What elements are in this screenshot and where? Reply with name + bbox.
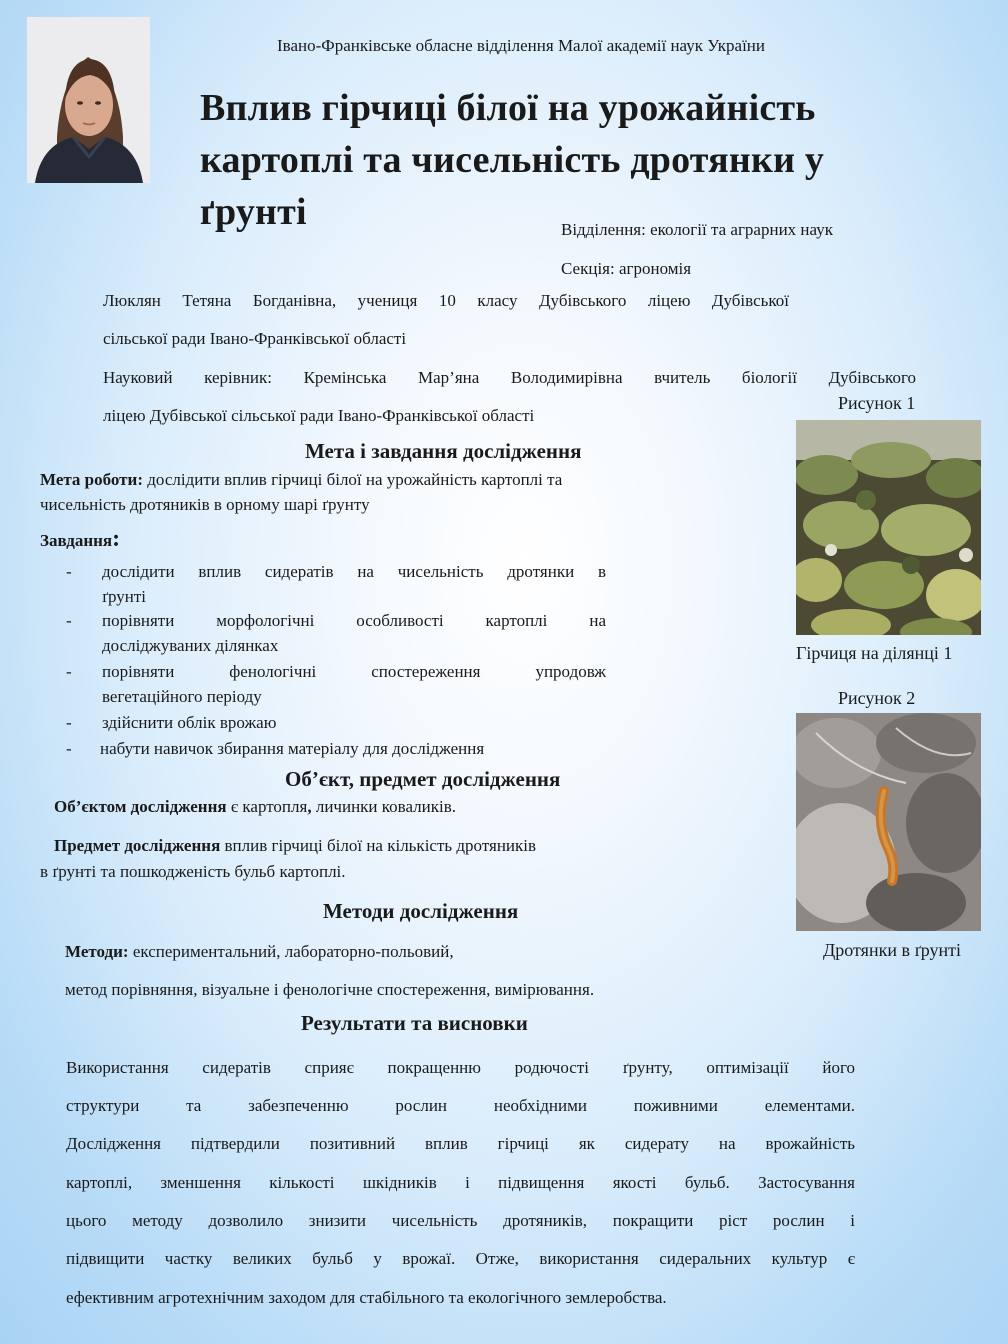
results-line: структури та забезпеченню рослин необхідними поживними елементами. — [66, 1096, 855, 1115]
results-line: ефективним агротехнічним заходом для стабільного та екологічного землеробства. — [66, 1288, 667, 1307]
title-line-3: ґрунті — [200, 191, 307, 233]
methods-line-1 — [65, 942, 454, 962]
department-label: Відділення: екології та аграрних наук — [561, 220, 833, 239]
object-heading: Об’єкт, предмет дослідження — [285, 767, 561, 791]
poster-title — [200, 82, 920, 238]
task-text: дослідити вплив сидератів на чисельність дротянки в — [102, 562, 606, 581]
aim-label: Мета роботи: — [40, 470, 143, 489]
task-text: порівняти фенологічні спостереження упродовж — [102, 662, 606, 681]
object-text: є картопля — [226, 797, 308, 816]
author-line-2: сільської ради Івано-Франківської області — [103, 329, 407, 348]
methods-line-2: метод порівняння, візуальне і фенологічне спостереження, вимірювання. — [65, 980, 595, 999]
subject-label: Предмет дослідження — [54, 836, 221, 855]
task-dash: - — [66, 611, 72, 630]
organization-name: Івано-Франківське обласне відділення Малої академії наук України — [277, 36, 766, 55]
title-line-2: картоплі та чисельність дротянки у — [200, 139, 825, 181]
wireworm-soil-image — [796, 713, 981, 931]
tasks-label-text: Завдання — [40, 531, 113, 550]
task-text: набути навичок збирання матеріалу для дослідження — [100, 739, 485, 758]
goals-heading: Мета і завдання дослідження — [305, 439, 582, 463]
author-photo — [27, 17, 150, 183]
object-comma: , — [307, 797, 312, 816]
author-portrait-image — [27, 17, 150, 183]
supervisor-line-1: Науковий керівник: Кремінська Мар’яна Володимирівна вчитель біології Дубівського — [103, 368, 916, 387]
aim-line-1 — [40, 470, 700, 490]
aim-line-2: чисельність дротяників в орному шарі ґрунту — [40, 495, 370, 514]
tasks-label — [40, 526, 120, 553]
task-text: порівняти морфологічні особливості картоплі на — [102, 611, 606, 630]
object-line — [54, 797, 456, 817]
task-dash: - — [66, 739, 72, 758]
task-text: здійснити облік врожаю — [102, 713, 277, 732]
title-line-1: Вплив гірчиці білої на урожайність — [200, 87, 816, 129]
subject-line-1 — [54, 836, 536, 856]
task-dash: - — [66, 713, 72, 732]
task-dash: - — [66, 662, 72, 681]
figure-2-image — [796, 713, 981, 931]
task-text-cont: вегетаційного періоду — [102, 687, 262, 706]
methods-text-1: експериментальний, лабораторно-польовий, — [128, 942, 454, 961]
tasks-label-colon: : — [112, 526, 121, 552]
subject-text-1: вплив гірчиці білої на кількість дротяників — [220, 836, 537, 855]
methods-label: Методи: — [65, 942, 129, 961]
subject-line-2: в ґрунті та пошкодженість бульб картоплі. — [40, 862, 346, 881]
task-text-cont: досліджуваних ділянках — [102, 636, 279, 655]
results-line: цього методу дозволило знизити чисельність дротяників, покращити ріст рослин і — [66, 1211, 855, 1230]
author-line-1: Люклян Тетяна Богданівна, учениця 10 класу Дубівського ліцею Дубівської — [103, 291, 789, 310]
results-line: підвищити частку великих бульб у врожаї. Отже, використання сидеральних культур є — [66, 1249, 855, 1268]
methods-heading: Методи дослідження — [323, 899, 519, 923]
figure-1-image — [796, 420, 981, 635]
section-label: Секція: агрономія — [561, 259, 692, 278]
figure-1-caption: Гірчиця на ділянці 1 — [796, 643, 953, 663]
figure-1-label: Рисунок 1 — [838, 393, 916, 413]
results-heading: Результати та висновки — [301, 1011, 528, 1035]
results-line: Використання сидератів сприяє покращенню родючості ґрунту, оптимізації його — [66, 1058, 855, 1077]
object-text-2: личинки коваликів. — [311, 797, 457, 816]
figure-2-caption: Дротянки в ґрунті — [823, 940, 962, 960]
results-line: картоплі, зменшення кількості шкідників і підвищення якості бульб. Застосування — [66, 1173, 855, 1192]
task-text-cont: ґрунті — [102, 587, 146, 606]
results-line: Дослідження підтвердили позитивний вплив гірчиці як сидерату на врожайність — [66, 1134, 855, 1153]
mustard-field-image — [796, 420, 981, 635]
aim-text-1: дослідити вплив гірчиці білої на урожайність картоплі та — [143, 470, 563, 489]
figure-2-label: Рисунок 2 — [838, 688, 916, 708]
supervisor-line-2: ліцею Дубівської сільської ради Івано-Франківської області — [103, 406, 535, 425]
task-dash: - — [66, 562, 72, 581]
object-label: Об’єктом дослідження — [54, 797, 227, 816]
